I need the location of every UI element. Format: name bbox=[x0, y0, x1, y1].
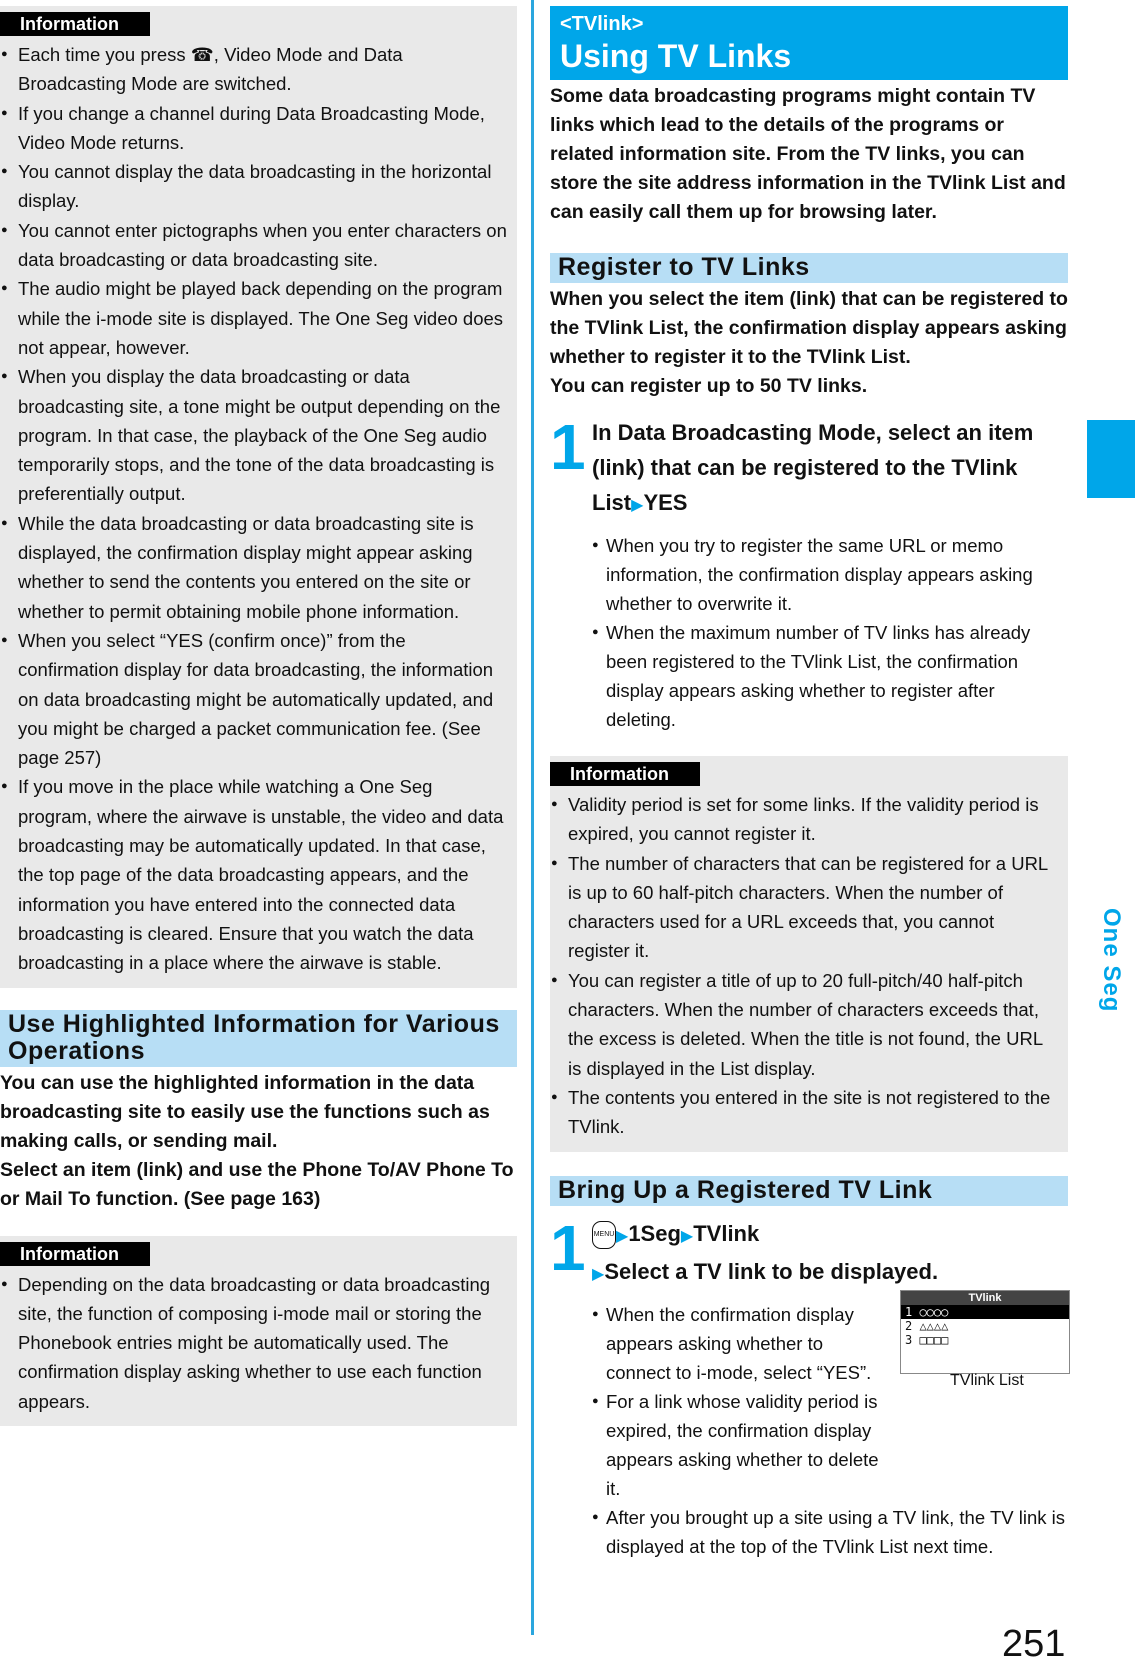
info-item: ● You cannot display the data broadcasting in the horizontal display. bbox=[0, 157, 509, 216]
info-item: ● You can register a title of up to 20 full-pitch/40 half-pitch characters. When the number of characters exceeds that, the excess is deleted. When the title is not found, the URL is displayed in the List display. bbox=[550, 966, 1060, 1083]
screen-row: 1 ○○○○ bbox=[901, 1305, 1069, 1319]
step-notes bbox=[592, 531, 1068, 734]
section-heading-bring-up: Bring Up a Registered TV Link bbox=[550, 1176, 1068, 1206]
step-note: ● When the confirmation display appears asking whether to connect to i-mode, select “YES”. bbox=[592, 1300, 892, 1387]
step-instruction bbox=[592, 415, 1068, 523]
info-item: ● The audio might be played back depending on the program while the i-mode site is displayed. The One Seg video does not appear, however. bbox=[0, 274, 509, 362]
arrow-icon: ▶ bbox=[680, 1227, 694, 1245]
tvlink-list-screen bbox=[900, 1290, 1070, 1374]
page-title-box bbox=[550, 6, 1068, 80]
section-heading-register: Register to TV Links bbox=[550, 253, 1068, 283]
section-body: You can register up to 50 TV links. bbox=[550, 375, 868, 397]
step-instruction bbox=[592, 1216, 1068, 1292]
information-label: Information bbox=[0, 12, 150, 36]
info-item: ● When you select “YES (confirm once)” from the confirmation display for data broadcasting, the information on data broadcasting might be automatically updated, and you might be charged a packet communication fee. (See page 257) bbox=[0, 626, 509, 772]
information-label: Information bbox=[0, 1242, 150, 1266]
information-box-3 bbox=[550, 756, 1068, 1152]
intro-text: Some data broadcasting programs might contain TV links which lead to the details of the programs or related information site. From the TV links, you can store the site address information in the TVlink List and can easily call them up for browsing later. bbox=[550, 85, 1066, 223]
information-list bbox=[550, 790, 1060, 1142]
info-item: ● While the data broadcasting or data broadcasting site is displayed, the confirmation display might appear asking whether to send the contents you entered on the site or whether to permit obtaining mobile phone information. bbox=[0, 509, 509, 626]
page-title: Using TV Links bbox=[560, 38, 792, 74]
side-tab-label: One Seg bbox=[1098, 908, 1125, 1013]
screen-caption: TVlink List bbox=[950, 1372, 1024, 1389]
information-list bbox=[0, 1270, 509, 1416]
arrow-icon: ▶ bbox=[592, 1265, 605, 1283]
screen-title: TVlink bbox=[901, 1291, 1069, 1305]
info-item: ● The number of characters that can be registered for a URL is up to 60 half-pitch characters. When the number of characters used for a URL exceeds that, you cannot register it. bbox=[550, 849, 1060, 966]
section-heading-highlighted-info: Use Highlighted Information for Various Operations bbox=[0, 1010, 517, 1067]
step-number: 1 bbox=[550, 1211, 586, 1284]
side-tab-marker bbox=[1087, 420, 1135, 498]
info-item: ● Each time you press ☎, Video Mode and Data Broadcasting Mode are switched. bbox=[0, 40, 509, 99]
step-note: ● After you brought up a site using a TV link, the TV link is displayed at the top of the TVlink List next time. bbox=[592, 1503, 1068, 1561]
side-tab bbox=[1087, 0, 1135, 1672]
step-instruction-text: In Data Broadcasting Mode, select an item (link) that can be registered to the TVlink List bbox=[592, 420, 1034, 515]
information-box-2 bbox=[0, 1236, 517, 1426]
title-category: <TVlink> bbox=[560, 13, 644, 35]
info-item: ● Depending on the data broadcasting or data broadcasting site, the function of composing i-mode mail or storing the Phonebook entries might be automatically used. The confirmation display asking whether to use each function appears. bbox=[0, 1270, 509, 1416]
screen-row: 2 △△△△ bbox=[905, 1319, 949, 1333]
step-note: ● For a link whose validity period is expired, the confirmation display appears asking whether to delete it. bbox=[592, 1387, 892, 1503]
arrow-icon: ▶ bbox=[616, 1227, 629, 1245]
screen-row: 3 □□□□ bbox=[905, 1333, 949, 1347]
information-list bbox=[0, 40, 509, 978]
section-body: When you select the item (link) that can be registered to the TVlink List, the confirmation display appears asking whether to register it to the TVlink List. bbox=[550, 288, 1068, 368]
column-divider bbox=[531, 0, 534, 1635]
step-note: ● When the maximum number of TV links has already been registered to the TVlink List, the confirmation display appears asking whether to register after deleting. bbox=[592, 618, 1068, 734]
info-item: ● When you display the data broadcasting or data broadcasting site, a tone might be output depending on the program. In that case, the playback of the One Seg audio temporarily stops, and the tone of the data broadcasting is preferentially output. bbox=[0, 362, 509, 508]
info-item: ● If you change a channel during Data Broadcasting Mode, Video Mode returns. bbox=[0, 99, 509, 158]
information-label: Information bbox=[550, 762, 700, 786]
page-number: 251 bbox=[1002, 1623, 1066, 1665]
path-item: 1Seg bbox=[628, 1220, 681, 1246]
section-body: You can use the highlighted information in the data broadcasting site to easily use the functions such as making calls, or sending mail. bbox=[0, 1071, 490, 1152]
path-item: Select a TV link to be displayed. bbox=[604, 1258, 939, 1284]
left-column bbox=[0, 0, 517, 1426]
path-item: TVlink bbox=[693, 1220, 760, 1246]
section-body: Select an item (link) and use the Phone To/AV Phone To or Mail To function. (See page 163) bbox=[0, 1158, 514, 1210]
step-notes bbox=[592, 1300, 892, 1503]
step-number: 1 bbox=[550, 411, 586, 483]
info-item: ● Validity period is set for some links. If the validity period is expired, you cannot register it. bbox=[550, 790, 1060, 849]
step-instruction-end: YES bbox=[643, 490, 688, 515]
arrow-icon: ▶ bbox=[631, 497, 644, 514]
info-item: ● If you move in the place while watching a One Seg program, where the airwave is unstable, the video and data broadcasting may be automatically updated. In that case, the top page of the data broadcasting appears, and the information you have entered into the connected data broadcasting is cleared. Ensure that you watch the data broadcasting in a place where the airwave is stable. bbox=[0, 772, 509, 977]
information-box-1 bbox=[0, 6, 517, 988]
step-note: ● When you try to register the same URL or memo information, the confirmation display appears asking whether to overwrite it. bbox=[592, 531, 1068, 618]
menu-key-icon: MENU bbox=[592, 1221, 616, 1249]
info-item: ● You cannot enter pictographs when you enter characters on data broadcasting or data broadcasting site. bbox=[0, 216, 509, 275]
info-item: ● The contents you entered in the site is not registered to the TVlink. bbox=[550, 1083, 1060, 1142]
step-notes bbox=[592, 1503, 1068, 1561]
register-step bbox=[550, 411, 1068, 734]
